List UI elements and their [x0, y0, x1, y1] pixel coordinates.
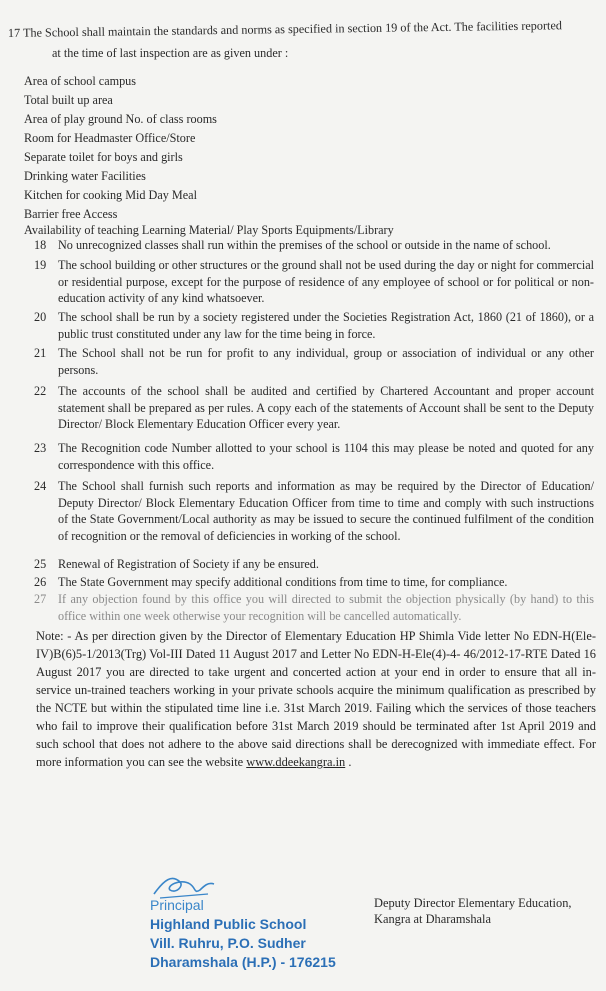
clause-text: The School shall furnish such reports and information as may be required by the Director of Education/ Deputy Director/ Block Elementary Education Officer from time to time and comply with such instructions of the State Government/Local authority as may be issued to secure the continued fulfilment of the condition of recognition or the removal of deficiencies in working of the school. [58, 479, 594, 543]
facility-item: Kitchen for cooking Mid Day Meal [24, 188, 197, 202]
signatory-block [374, 895, 572, 927]
facility-item: Area of play ground No. of class rooms [24, 112, 217, 126]
clause-text: No unrecognized classes shall run within the premises of the school or outside in the name of school. [58, 238, 551, 252]
note-end: . [345, 755, 352, 769]
note-paragraph [36, 627, 596, 771]
note-text: Note: - As per direction given by the Director of Elementary Education HP Shimla Vide letter No EDN-H(Ele-IV)B(6)5-1/2013(Trg) Vol-III Dated 11 August 2017 and Letter No EDN-H-Ele(4)-4- 46/2012-17-RTE Dated 16 August 2017 you are directed to take urgent and concerted action at your end in order to ensure that all in-service un-trained teachers working in your private schools acquire the minimum qualification as prescribed by the NCTE but within the stipulated time line i.e. 31st March 2019. Failing which the services of those teachers who fail to improve their qualification before 31st March 2019 should be terminated after 1st April 2019 and such school that does not adhere to the above said directions shall be derecognized with immediate effect. For more information you can see the website [36, 629, 596, 769]
clause-number: 26 [34, 575, 47, 589]
facility-item: Room for Headmaster Office/Store [24, 131, 196, 145]
facility-item: Area of school campus [24, 74, 137, 88]
website-link[interactable]: www.ddeekangra.in [246, 755, 346, 769]
facility-item: Availability of teaching Learning Material/ Play Sports Equipments/Library [24, 223, 394, 237]
stamp-title: Principal [150, 897, 204, 913]
stamp-city: Dharamshala (H.P.) - 176215 [150, 954, 336, 970]
clause-text: Renewal of Registration of Society if any be ensured. [58, 557, 319, 571]
clause-text: The accounts of the school shall be audited and certified by Chartered Accountant and proper account statement shall be prepared as per rules. A copy each of the statements of Account shall be sent to the Deputy Director/ Block Elementary Education Officer every year. [58, 384, 594, 432]
stamp-address: Vill. Ruhru, P.O. Sudher [150, 935, 306, 951]
facility-item: Separate toilet for boys and girls [24, 150, 183, 164]
stamp-school-name: Highland Public School [150, 916, 307, 932]
clause-number: 27 [34, 592, 47, 606]
facility-item: Drinking water Facilities [24, 169, 146, 183]
clause-17-line-1: 17 The School shall maintain the standards and norms as specified in section 19 of the Act. The facilities reported [7, 18, 562, 40]
clause-number: 25 [34, 557, 47, 571]
signatory-office: Kangra at Dharamshala [374, 912, 491, 926]
facility-item: Barrier free Access [24, 207, 118, 221]
clause-text: The State Government may specify additional conditions from time to time, for compliance. [58, 575, 508, 589]
clause-number: 22 [34, 384, 47, 398]
clause-17-line-2: at the time of last inspection are as given under : [52, 46, 289, 60]
clause-number: 19 [34, 258, 47, 272]
facility-item: Total built up area [24, 93, 113, 107]
principal-stamp [150, 896, 336, 972]
clause-number: 18 [34, 238, 47, 252]
clause-number: 24 [34, 479, 47, 493]
clause-number: 23 [34, 441, 47, 455]
clause-text: The school shall be run by a society registered under the Societies Registration Act, 1860 (21 of 1860), or a public trust constituted under any law for the time being in force. [58, 310, 594, 341]
clause-text: If any objection found by this office you will directed to submit the objection physically (by hand) to this office within one week otherwise your recognition will be cancelled automatically. [58, 592, 594, 623]
clause-text: The Recognition code Number allotted to your school is 1104 this may please be noted and quoted for any correspondence with this office. [58, 441, 594, 472]
signatory-title: Deputy Director Elementary Education, [374, 896, 572, 910]
clause-text: The School shall not be run for profit to any individual, group or association of individual or any other persons. [58, 346, 594, 377]
clause-text: The school building or other structures or the ground shall not be used during the day or night for commercial or residential purpose, except for the purpose of residence of any employee of school or for political or non-education activity of any kind whatsoever. [58, 258, 594, 306]
clause-number: 21 [34, 346, 47, 360]
clause-number: 20 [34, 310, 47, 324]
